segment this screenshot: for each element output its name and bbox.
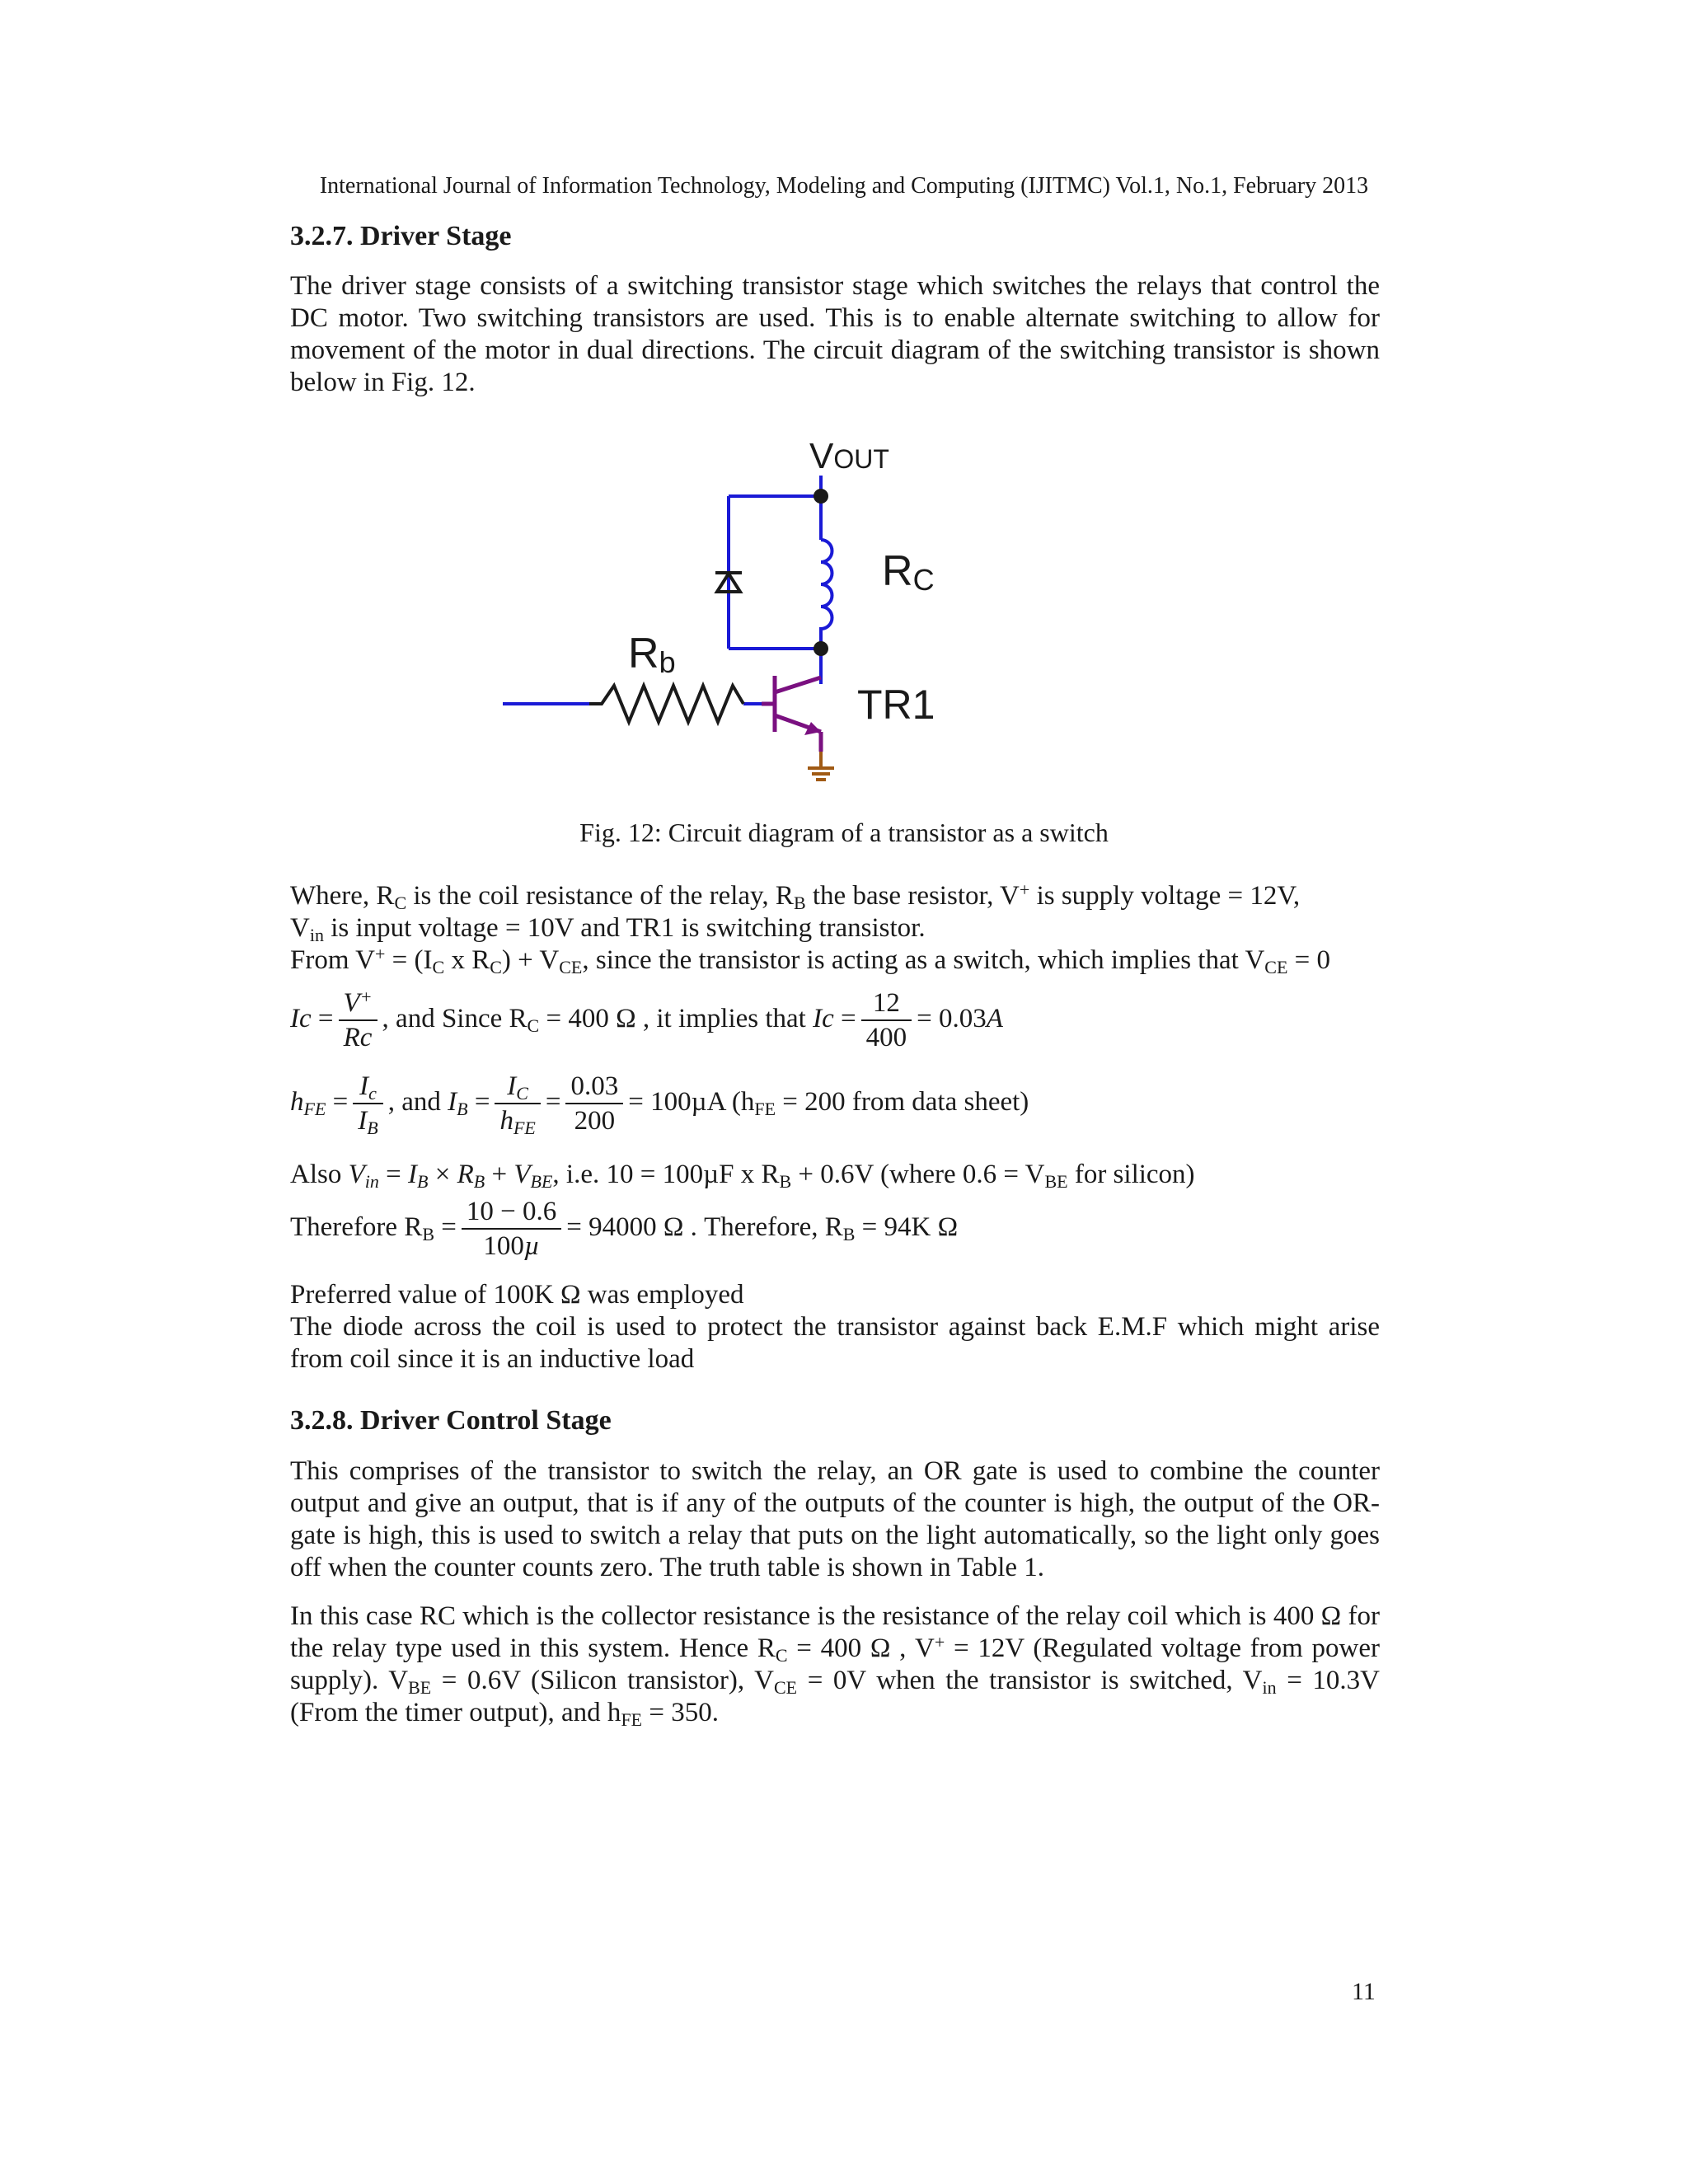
preferred-value-line: Preferred value of 100K Ω was employed bbox=[290, 1280, 744, 1310]
label-vout: VOUT bbox=[809, 436, 889, 476]
where-line-2: $V_{in}$ is input voltage = 10V and TR1 is switching transistor. bbox=[290, 913, 926, 945]
section-heading-driver-control: 3.2.8. Driver Control Stage bbox=[290, 1405, 612, 1436]
label-tr1: TR1 bbox=[857, 682, 935, 728]
junction-dot-top bbox=[814, 489, 828, 504]
from-line: From $V^+ = (I_C$ x $R_C) + V_{CE}$, since the transistor is acting as a switch, which implies that $V_{CE} = 0$ bbox=[290, 944, 1331, 977]
therefore-line: Therefore $R_B$ = $\frac{10 - 0.6}{\text{100µ}}$ = 94000 Ω . Therefore, $R_B = 94K$ Ω bbox=[290, 1197, 959, 1262]
where-line-1: Where, $R_C$ is the coil resistance of the relay, $R_B$ the base resistor, V+ is supply voltage = 12V, bbox=[290, 879, 1301, 913]
label-rb: Rb bbox=[628, 630, 676, 679]
ground-symbol bbox=[808, 752, 834, 780]
npn-transistor bbox=[762, 676, 821, 752]
driver-control-paragraph: This comprises of the transistor to switch the relay, an OR gate is used to combine the counter output and give an output, that is if any of the outputs of the counter is high, the output of the OR-gate is high, this is used to switch a relay that puts on the light automatically, so the light only goes off when the counter counts zero. The truth table is shown in Table 1. bbox=[290, 1456, 1380, 1582]
hfe-equation: $h_{FE}$ = $\frac{I_c}{I_B}$ , and $I_B$ = $\frac{I_C}{h_{FE}}$ = $\frac{0.03}{200}$ = 100µA ($h_{FE} = 200$ from data sheet) bbox=[290, 1071, 1029, 1139]
diode-paragraph: The diode across the coil is used to protect the transistor against back E.M.F which might arise from coil since it is an inductive load bbox=[290, 1312, 1380, 1374]
junction-dot-bottom bbox=[814, 641, 828, 656]
driver-stage-paragraph: The driver stage consists of a switching transistor stage which switches the relays that control the DC motor. Two switching transistors are used. This is to enable alternate switching to allow for movement of the motor in dual directions. The circuit diagram of the switching transistor is shown below in Fig. 12. bbox=[290, 271, 1380, 397]
collector-resistance-paragraph: In this case RC which is the collector resistance is the resistance of the relay coil which is 400 Ω for the relay type used in this system. Hence $R_C = 400$ Ω , V+ = 12V (Regulated voltage from power supply). $V_{BE} = 0.6V$ (Silicon transistor), $V_{CE} = 0V$ when the transistor is switched, $V_{in} = 10.3V$ (From the timer output), and $h_{FE} = 350$. bbox=[290, 1601, 1381, 1730]
section-heading-driver-stage: 3.2.7. Driver Stage bbox=[290, 221, 512, 251]
figure-caption: Fig. 12: Circuit diagram of a transistor as a switch bbox=[579, 818, 1109, 847]
page-number: 11 bbox=[1352, 1978, 1376, 2005]
base-resistor bbox=[589, 686, 743, 722]
label-rc: RC bbox=[882, 547, 935, 597]
ic-equation: Ic = $\frac{V^+}{Rc}$ , and Since $R_C = 400$ Ω , it implies that Ic = $\frac{12}{400}$ = 0.03A bbox=[290, 987, 1003, 1053]
transistor-switch-circuit bbox=[495, 429, 989, 799]
journal-header: International Journal of Information Technology, Modeling and Computing (IJITMC) Vol.1, No.1, February 2013 bbox=[319, 173, 1369, 199]
relay-coil-inductor bbox=[821, 540, 832, 630]
also-line: Also $V_{in} = I_B \times R_B + V_{BE}$, i.e. 10 = 100µF x $R_B + 0.6V$ (where $0.6 = V_{BE}$ for silicon) bbox=[290, 1160, 1195, 1192]
